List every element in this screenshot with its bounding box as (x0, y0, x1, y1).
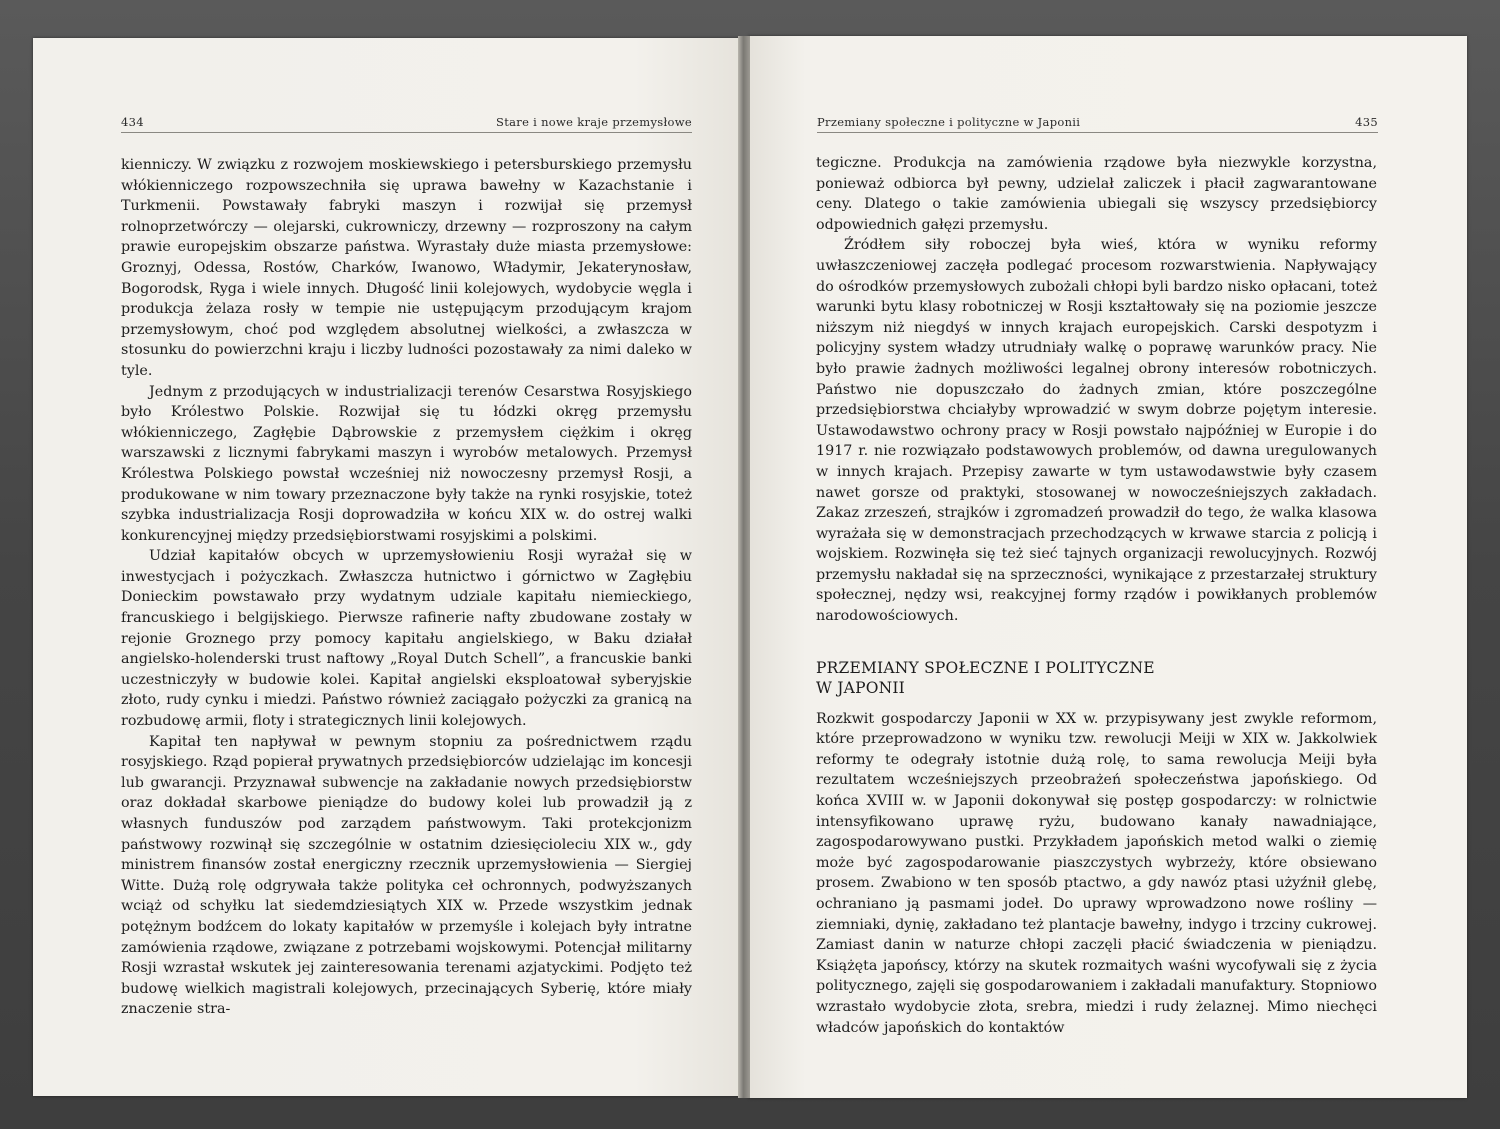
left-running-head (121, 115, 692, 133)
left-body-text (121, 155, 692, 1020)
right-body-text (816, 153, 1377, 1038)
paragraph: Udział kapitałów obcych w uprzemysłowieniu Rosji wyrażał się w inwestycjach i pożyczkach. Zwłaszcza hutnictwo i górnictwo w Zagłębiu Donieckim powstawało przy wydatnym udziale kapitału niemieckiego, francuskiego i belgijskiego. Pierwsze rafinerie nafty zbudowane zostały w rejonie Groznego przy pomocy kapitału angielskiego, w Baku działał angielsko-holenderski trust naftowy „Royal Dutch Schell”, a francuskie banki uczestniczyły w budowie kolei. Kapitał angielski eksploatował syberyjskie złoto, rudy cynku i miedzi. Państwo również zaciągało pożyczki za granicą na rozbudowę armii, floty i strategicznych linii kolejowych. (121, 548, 692, 730)
book-spine-gutter (738, 36, 750, 1098)
section-heading: PRZEMIANY SPOŁECZNE I POLITYCZNE W JAPONII (816, 658, 1155, 697)
left-page-number: 434 (121, 115, 144, 129)
paragraph: kienniczy. W związku z rozwojem moskiewskiego i petersburskiego przemysłu włókienniczego rozpowszechniła się uprawa bawełny w Kazachstanie i Turkmenii. Powstawały fabryki maszyn i rozwijał się przemysł rolnoprzetwórczy — olejarski, cukrowniczy, drzewny — rozproszony na całym prawie europejskim obszarze państwa. Wyrastały duże miasta przemysłowe: Groznyj, Odessa, Rostów, Charków, Iwanowo, Władymir, Jekaterynosław, Bogorodsk, Ryga i wiele innych. Długość linii kolejowych, wydobycie węgla i produkcja żelaza rosły w tempie nie ustępującym przodującym krajom przemysłowym, choć pod względem absolutnej wielkości, a zwłaszcza w stosunku do powierzchni kraju i liczby ludności pozostawały za nimi daleko w tyle. (121, 157, 692, 379)
right-running-title: Przemiany społeczne i polityczne w Japonii (817, 115, 1081, 129)
paragraph: Rozkwit gospodarczy Japonii w XX w. przypisywany jest zwykle reformom, które przeprowadzono w wyniku tzw. rewolucji Meiji w XIX w. Jakkolwiek reformy te odegrały istotnie dużą rolę, to sama rewolucja Meiji była rezultatem wcześniejszych przeobrażeń społeczeństwa japońskiego. Od końca XVIII w. w Japonii dokonywał się postęp gospodarczy: w rolnictwie intensyfikowano uprawę ryżu, budowano kanały nawadniające, zagospodarowywano pustki. Przykładem japońskich metod walki o ziemię może być zagospodarowanie piaszczystych wybrzeży, które obsiewano prosem. Zwabiono w ten sposób ptactwo, a gdy nawóz ptasi użyźnił glebę, ochraniano ją pasmami jodeł. Do uprawy wprowadzono nowe rośliny — ziemniaki, dynię, zakładano też plantacje bawełny, indygo i trzciny cukrowej. Zamiast danin w naturze chłopi zaczęli płacić świadczenia w pieniądzu. Książęta japońscy, którzy na skutek rozmaitych waśni wycofywali się z życia politycznego, zajęli się gospodarowaniem i zakładali manufaktury. Stopniowo wzrastało wydobycie złota, srebra, miedzi i rudy żelaznej. Mimo niechęci władców japońskich do kontaktów (816, 710, 1377, 1036)
paragraph: Kapitał ten napływał w pewnym stopniu za pośrednictwem rządu rosyjskiego. Rząd popierał prywatnych przedsiębiorców udzielając im koncesji lub gwarancji. Przyznawał subwencje na zakładanie nowych przedsiębiorstw oraz dokładał skarbowe pieniądze do budowy kolei lub prowadził ją z własnych funduszów pod zarządem państwowym. Taki protekcjonizm państwowy rozwinął się szczególnie w ostatnim dziesięcioleciu XIX w., gdy ministrem finansów został energiczny rzecznik uprzemysłowienia — Siergiej Witte. Dużą rolę odgrywała także polityka ceł ochronnych, podwyższanych wciąż od schyłku lat siedemdziesiątych XIX w. Przede wszystkim jednak potężnym bodźcem do lokaty kapitałów w przemyśle i kolejach były intratne zamówienia rządowe, związane z potrzebami wojskowymi. Potencjał militarny Rosji wzrastał wskutek jej zainteresowania terenami azjatyckimi. Podjęto też budowę wielkich magistrali kolejowych, przecinających Syberię, które miały znaczenie stra- (121, 733, 692, 1018)
paragraph: Źródłem siły roboczej była wieś, która w wyniku reformy uwłaszczeniowej zaczęła podlegać procesom rozwarstwienia. Napływający do ośrodków przemysłowych zubożali chłopi byli bardzo nisko opłacani, toteż warunki bytu klasy robotniczej w Rosji kształtowały się na poziomie jeszcze niższym niż niegdyś w innych krajach europejskich. Carski despotyzm i policyjny system władzy utrudniały walkę o poprawę warunków pracy. Nie było prawie żadnych możliwości legalnej obrony interesów robotniczych. Państwo nie dopuszczało do żadnych zmian, które poszczególne przedsiębiorstwa chciałyby wprowadzić w swym dobrze pojętym interesie. Ustawodawstwo ochrony pracy w Rosji powstało najpóźniej w Europie i do 1917 r. nie rozwiązało podstawowych problemów, od dawna uregulowanych w innych krajach. Przepisy zawarte w tym ustawodawstwie były czasem nawet gorsze od praktyki, stosowanej w nowocześniejszych zakładach. Zakaz zrzeszeń, strajków i zgromadzeń prowadził do tego, że walka klasowa wyrażała się w demonstracjach przechodzących w krwawe starcia z policją i wojskiem. Rozwinęła się też sieć tajnych organizacji rewolucyjnych. Rozwój przemysłu nakładał się na sprzeczności, wynikające z przestarzałej struktury społecznej, nędzy wsi, reakcyjnej formy rządów i powikłanych problemów narodowościowych. (816, 237, 1377, 625)
paragraph: tegiczne. Produkcja na zamówienia rządowe była niezwykle korzystna, ponieważ odbiorca był pewny, udzielał zaliczek i płacił zagwarantowane ceny. Dlatego o takie zamówienia ubiegali się wszyscy przedsiębiorcy odpowiednich gałęzi przemysłu. (816, 155, 1377, 233)
right-running-head (817, 115, 1378, 133)
right-page-number: 435 (1355, 115, 1378, 129)
paragraph: Jednym z przodujących w industrializacji terenów Cesarstwa Rosyjskiego było Królestwo Polskie. Rozwijał się tu łódzki okręg przemysłu włókienniczego, Zagłębie Dąbrowskie z przemysłem ciężkim i okręg warszawski z licznymi fabrykami maszyn i wyrobów metalowych. Przemysł Królestwa Polskiego powstał wcześniej niż nowoczesny przemysł Rosji, a produkowane w nim towary przeznaczone były także na rynki rosyjskie, toteż szybka industrializacja Rosji doprowadziła w końcu XIX w. do ostrej walki konkurencyjnej między przedsiębiorstwami rosyjskimi a polskimi. (121, 383, 692, 544)
left-running-title: Stare i nowe kraje przemysłowe (496, 115, 692, 129)
